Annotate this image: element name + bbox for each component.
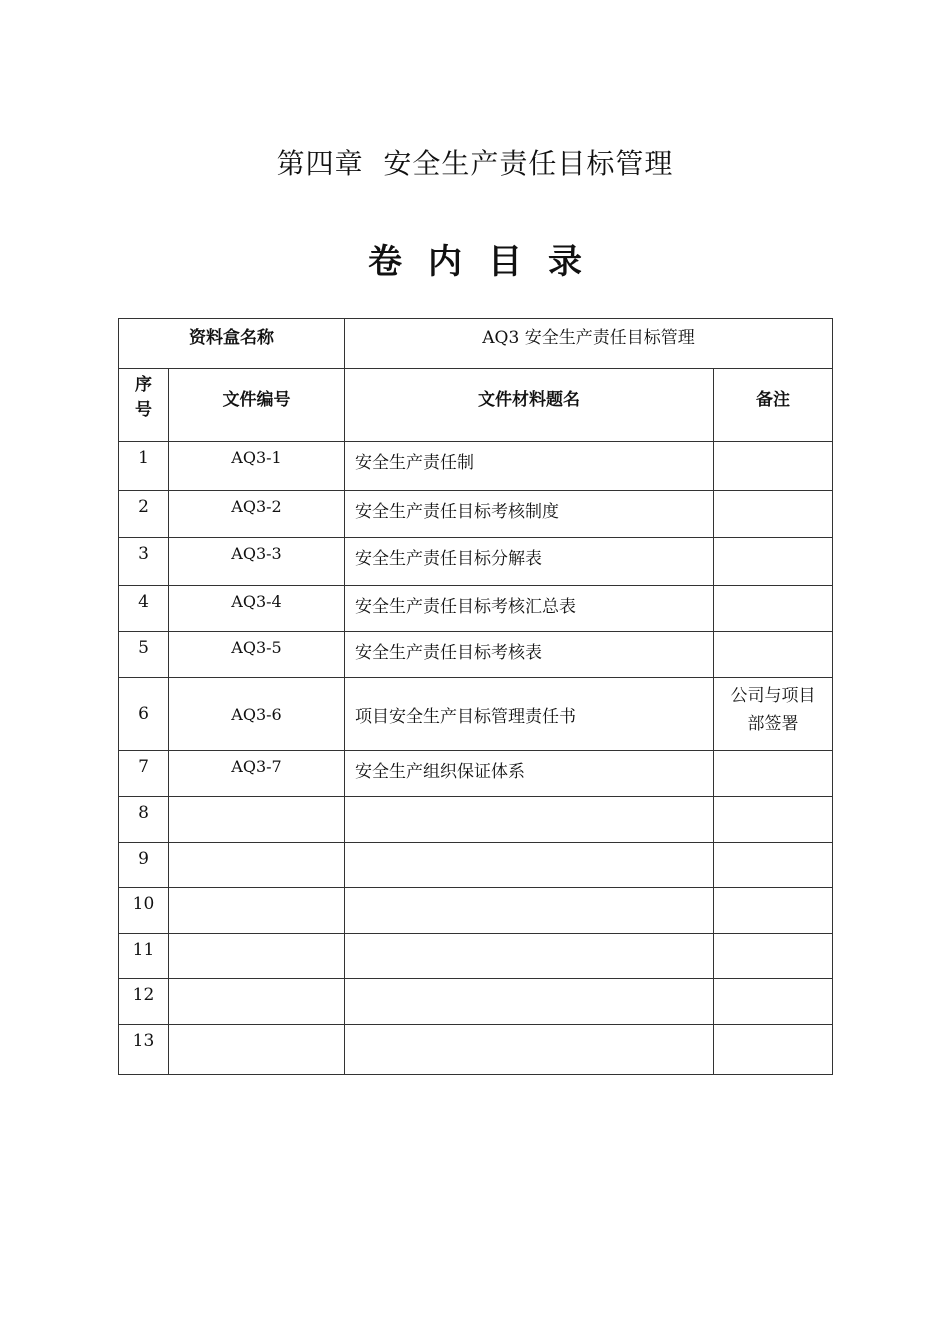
table-row <box>119 538 833 586</box>
row-seq: 13 <box>132 1031 155 1051</box>
row-seq-cell <box>119 678 169 751</box>
row-code: AQ3-1 <box>231 448 282 467</box>
row-code-cell <box>169 843 345 888</box>
row-seq: 10 <box>132 894 155 914</box>
row-note-cell <box>714 538 833 586</box>
row-seq: 3 <box>138 544 149 564</box>
box-label-cell <box>119 319 345 369</box>
row-seq: 9 <box>138 849 149 869</box>
row-code: AQ3-5 <box>231 638 282 657</box>
row-title-cell <box>345 1025 714 1075</box>
row-note-cell <box>714 1025 833 1075</box>
row-title-cell <box>345 979 714 1025</box>
table-row <box>119 797 833 843</box>
row-code-cell <box>169 751 345 797</box>
table-row <box>119 491 833 538</box>
row-seq: 8 <box>138 803 149 823</box>
row-note-cell <box>714 586 833 632</box>
row-title-cell <box>345 632 714 678</box>
row-title-cell <box>345 934 714 979</box>
row-seq-cell <box>119 979 169 1025</box>
row-note-cell <box>714 632 833 678</box>
row-code: AQ3-7 <box>231 757 282 776</box>
row-title-cell <box>345 538 714 586</box>
row-code: AQ3-6 <box>231 704 282 724</box>
header-code-label: 文件编号 <box>222 390 291 410</box>
row-seq-cell <box>119 442 169 491</box>
row-note-cell <box>714 888 833 934</box>
catalog-table <box>118 318 833 1075</box>
row-seq-cell <box>119 1025 169 1075</box>
document-title: 卷内目录 <box>368 242 608 282</box>
row-seq-cell <box>119 586 169 632</box>
row-code-cell <box>169 888 345 934</box>
chapter-title: 第四章 安全生产责任目标管理 <box>276 147 674 180</box>
row-seq-cell <box>119 632 169 678</box>
header-note-label: 备注 <box>756 390 790 410</box>
row-title: 项目安全生产目标管理责任书 <box>355 706 576 727</box>
row-title-cell <box>345 843 714 888</box>
row-title: 安全生产责任目标考核制度 <box>355 502 559 522</box>
table-row <box>119 632 833 678</box>
row-code-cell <box>169 797 345 843</box>
row-note-cell <box>714 751 833 797</box>
table-row <box>119 442 833 491</box>
row-code-cell <box>169 678 345 751</box>
row-seq: 6 <box>138 704 149 724</box>
row-note-cell <box>714 491 833 538</box>
row-code-cell <box>169 632 345 678</box>
row-seq-cell <box>119 934 169 979</box>
box-name-cell <box>345 319 833 369</box>
row-code: AQ3-3 <box>231 544 282 563</box>
row-title-cell <box>345 678 714 751</box>
table-row <box>119 586 833 632</box>
header-note <box>714 369 833 442</box>
header-title-label: 文件材料题名 <box>478 390 580 410</box>
row-note-cell <box>714 442 833 491</box>
row-code-cell <box>169 979 345 1025</box>
row-seq: 2 <box>138 497 149 517</box>
row-seq-cell <box>119 491 169 538</box>
header-code <box>169 369 345 442</box>
row-seq-cell <box>119 538 169 586</box>
row-title: 安全生产责任目标考核汇总表 <box>355 597 576 617</box>
row-title-cell <box>345 491 714 538</box>
row-seq: 7 <box>138 757 149 777</box>
row-code-cell <box>169 538 345 586</box>
table-row <box>119 934 833 979</box>
row-code: AQ3-4 <box>231 592 282 611</box>
table-row <box>119 888 833 934</box>
row-title-cell <box>345 888 714 934</box>
row-note-cell <box>714 678 833 751</box>
row-seq-cell <box>119 843 169 888</box>
row-note-cell <box>714 934 833 979</box>
row-code: AQ3-2 <box>231 497 282 516</box>
row-note-cell <box>714 797 833 843</box>
table-row <box>119 843 833 888</box>
row-title-cell <box>345 797 714 843</box>
row-title: 安全生产责任目标分解表 <box>355 549 542 569</box>
row-seq-cell <box>119 751 169 797</box>
row-title-cell <box>345 442 714 491</box>
header-seq-label: 序号 <box>135 375 152 420</box>
row-seq-cell <box>119 888 169 934</box>
row-note: 公司与项目部签署 <box>730 686 816 734</box>
header-seq <box>119 369 169 442</box>
row-code-cell <box>169 934 345 979</box>
box-name: AQ3 安全生产责任目标管理 <box>482 328 695 348</box>
row-seq: 5 <box>138 638 149 658</box>
row-seq: 11 <box>132 940 155 960</box>
row-seq-cell <box>119 797 169 843</box>
row-note-cell <box>714 843 833 888</box>
row-title: 安全生产责任目标考核表 <box>355 643 542 663</box>
row-title: 安全生产组织保证体系 <box>355 762 525 782</box>
row-seq: 12 <box>132 985 155 1005</box>
box-label: 资料盒名称 <box>189 328 274 348</box>
row-title-cell <box>345 751 714 797</box>
row-seq: 4 <box>138 592 149 612</box>
row-code-cell <box>169 1025 345 1075</box>
box-name-row <box>119 319 833 369</box>
table-row <box>119 751 833 797</box>
row-title: 安全生产责任制 <box>355 453 474 473</box>
row-seq: 1 <box>138 448 149 468</box>
row-title-cell <box>345 586 714 632</box>
row-note-cell <box>714 979 833 1025</box>
row-code-cell <box>169 586 345 632</box>
row-code-cell <box>169 442 345 491</box>
table-row <box>119 1025 833 1075</box>
header-row <box>119 369 833 442</box>
header-title <box>345 369 714 442</box>
table-row <box>119 678 833 751</box>
row-code-cell <box>169 491 345 538</box>
table-row <box>119 979 833 1025</box>
